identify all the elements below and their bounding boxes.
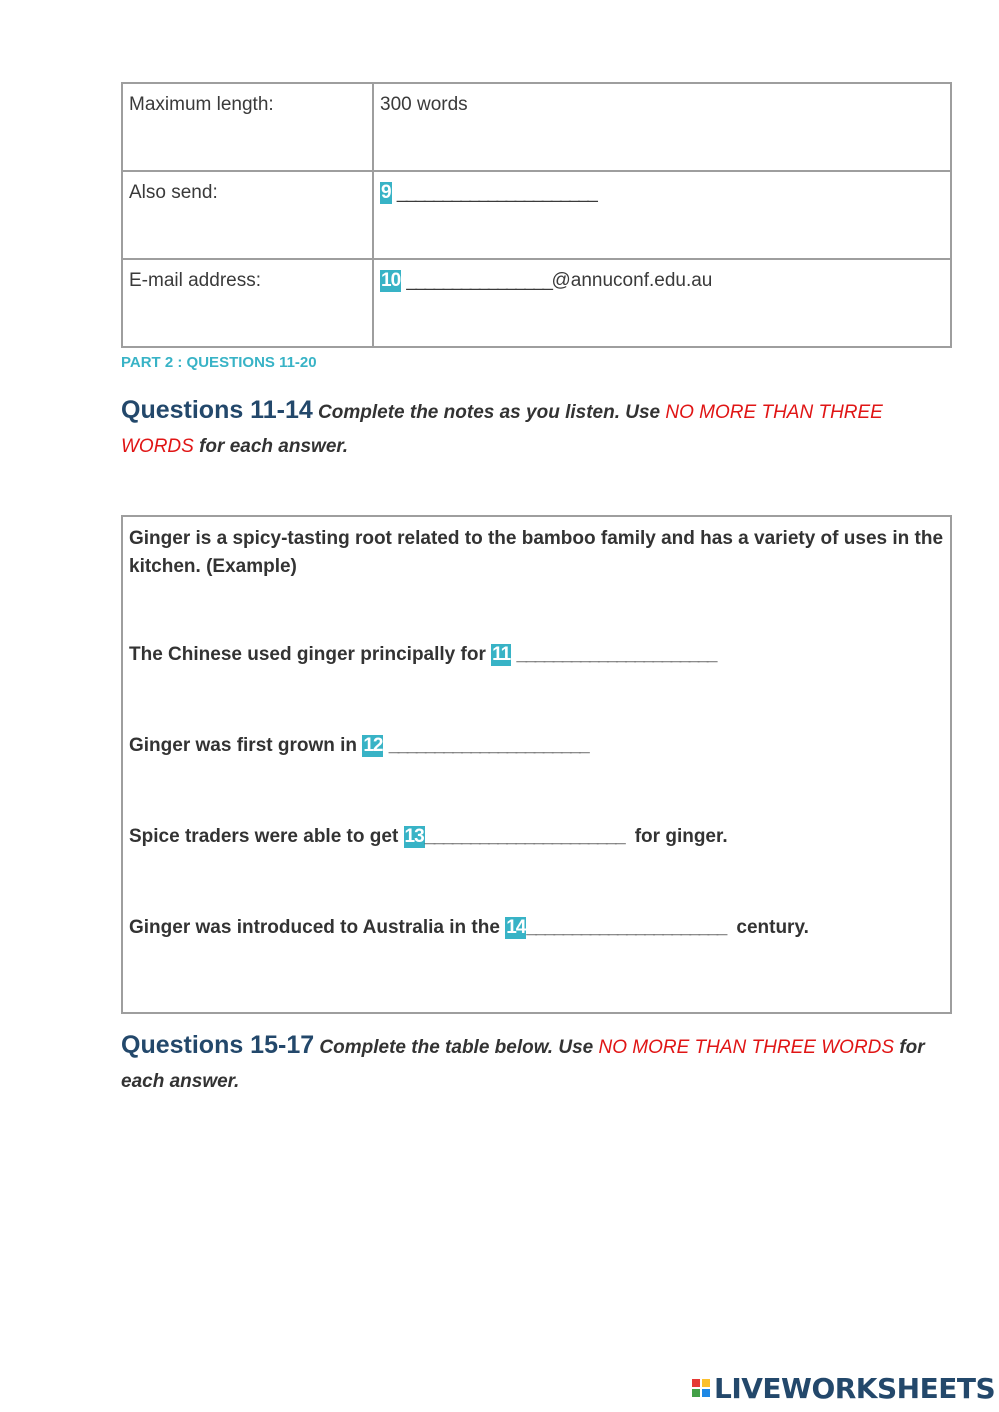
liveworksheets-logo[interactable] — [692, 1371, 996, 1405]
row-label: Maximum length: — [122, 83, 373, 171]
questions-11-14-instructions — [121, 393, 952, 464]
question-number-badge: 9 — [381, 182, 391, 203]
note-line — [129, 826, 728, 848]
row-value: 300 words — [373, 83, 951, 171]
note-text: The Chinese used ginger principally for — [129, 644, 486, 665]
question-number-badge: 13 — [404, 826, 424, 847]
answer-blank[interactable]: ______________________ — [396, 182, 597, 203]
answer-blank[interactable]: ______________________ — [388, 735, 589, 756]
table-row — [122, 83, 951, 171]
emphasis-text: NO MORE THAN THREE WORDS — [598, 1037, 895, 1058]
answer-blank[interactable]: ______________________ — [424, 826, 625, 847]
instruction-text: for each answer. — [121, 1037, 925, 1092]
questions-15-17-instructions — [121, 1028, 952, 1099]
question-title: Questions 11-14 — [121, 396, 313, 424]
note-text: Ginger was first grown in — [129, 735, 358, 756]
example-sentence: Ginger is a spicy-tasting root related to the bamboo family and has a variety of uses in the kitchen. (Example) — [129, 528, 944, 577]
table-row — [122, 259, 951, 347]
note-text-end: for ginger. — [634, 826, 728, 847]
row-value — [373, 171, 951, 259]
emphasis-text: NO MORE THAN THREE WORDS — [121, 402, 883, 457]
question-number-badge: 14 — [506, 917, 526, 938]
answer-blank[interactable]: ______________________ — [516, 644, 716, 665]
note-text: Ginger was introduced to Australia in the — [129, 917, 500, 938]
logo-square-v — [692, 1389, 700, 1397]
question-title: Questions 15-17 — [121, 1031, 315, 1059]
form-details-table — [121, 82, 952, 348]
logo-square-e — [702, 1389, 710, 1397]
answer-blank[interactable]: ______________________ — [526, 917, 726, 938]
logo-square-i — [702, 1379, 710, 1387]
brand-name: LIVEWORKSHEETS — [714, 1371, 996, 1405]
row-label: Also send: — [122, 171, 373, 259]
question-number-badge: 12 — [363, 735, 383, 756]
row-label: E-mail address: — [122, 259, 373, 347]
answer-blank[interactable]: ________________ — [406, 270, 552, 291]
instruction-text: Complete the table below. Use — [319, 1037, 594, 1058]
notes-box — [121, 515, 952, 1014]
note-line — [129, 735, 588, 757]
liveworksheets-logo-icon — [692, 1379, 710, 1397]
table-row — [122, 171, 951, 259]
note-text: Spice traders were able to get — [129, 826, 399, 847]
question-number-badge: 11 — [492, 644, 511, 665]
row-value — [373, 259, 951, 347]
question-number-badge: 10 — [381, 270, 401, 291]
instruction-text: Complete the notes as you listen. Use — [318, 402, 661, 423]
note-line — [129, 917, 809, 939]
email-domain: @annuconf.edu.au — [551, 270, 713, 291]
part-heading: PART 2 : QUESTIONS 11-20 — [121, 354, 317, 371]
note-text-end: century. — [736, 917, 809, 938]
logo-square-l — [692, 1379, 700, 1387]
instruction-text: for each answer. — [199, 436, 349, 457]
note-line — [129, 644, 716, 666]
